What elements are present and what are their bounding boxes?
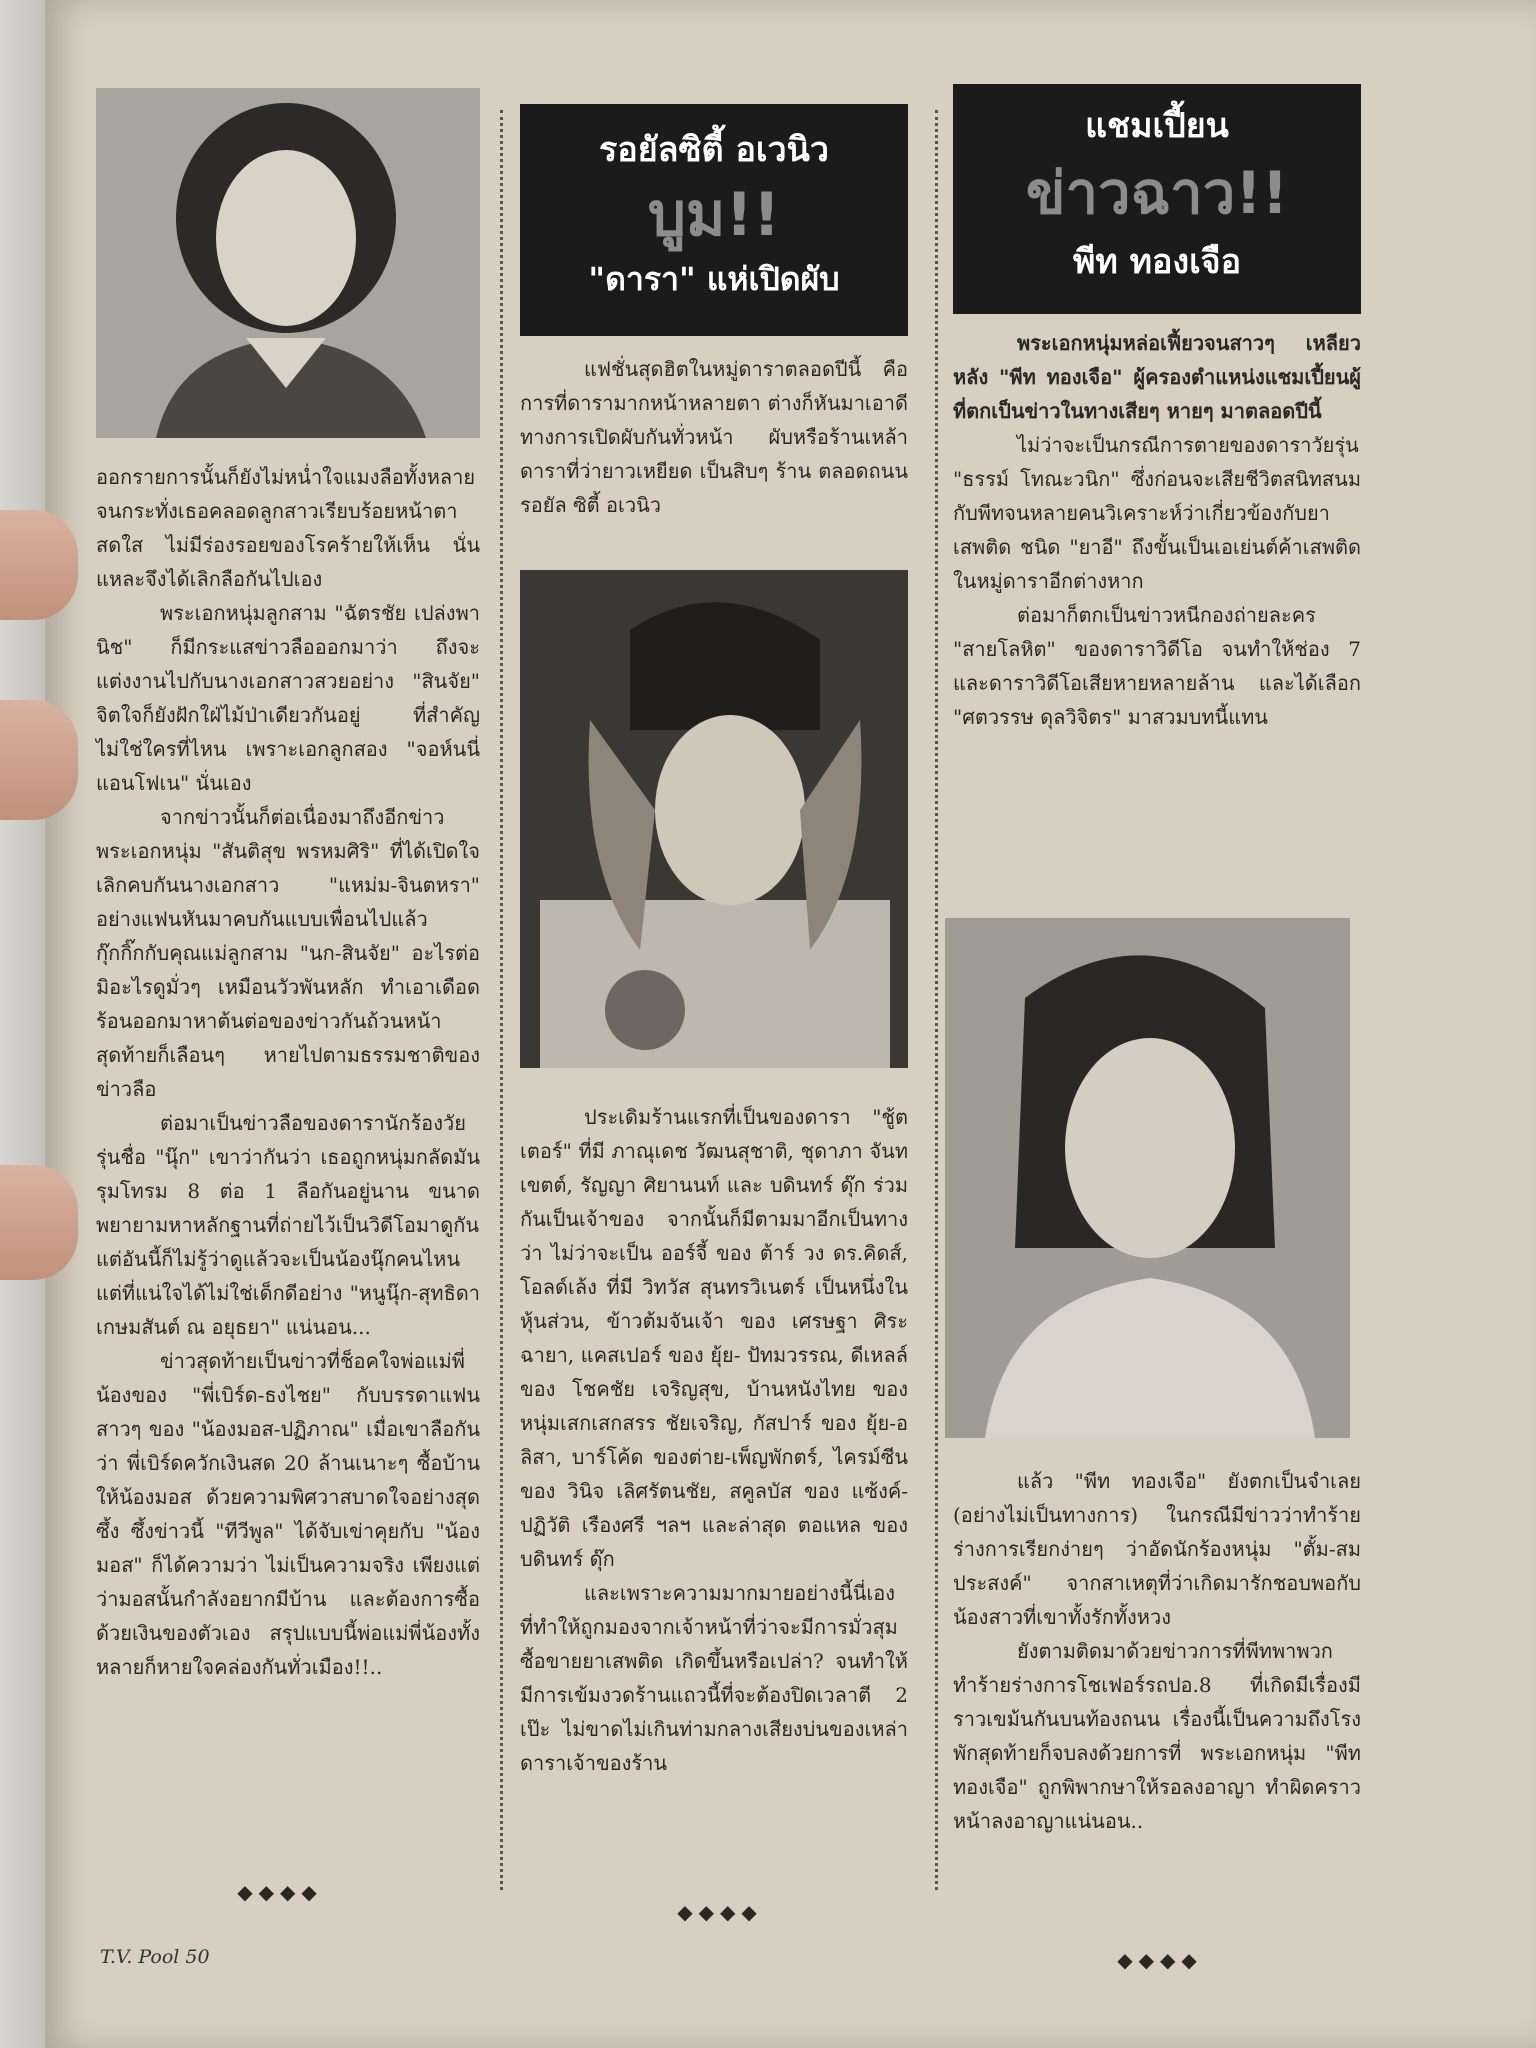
col2-paragraph: และเพราะความมากมายอย่างนี้นี่เองที่ทำให้ถูกมองจากเจ้าหน้าที่ว่าจะมีการมั่วสุม ซื้อขายยาเสพติด เกิดขึ้นหรือเปล่า? จนทำให้มีการเข้มงวดร้านแถวนี้ที่จะต้องปิดเวลาตี 2 เป๊ะ ไม่ขาดไม่เกินท่ามกลางเสียงบ่นของเหล่าดาราเจ้าของร้าน: [520, 1581, 908, 1775]
col3-paragraph: ต่อมาก็ตกเป็นข่าวหนีกองถ่ายละคร "สายโลหิต" ของดาราวิดีโอ จนทำให้ช่อง 7 และดาราวิดีโอเสียหายหลายล้าน และได้เลือก "ศตวรรษ ดุลวิจิตร" มาสวมบทนี้แทน: [953, 603, 1361, 729]
col3-end-marker: ◆◆◆◆: [1117, 1948, 1203, 1972]
col2-paragraph: ประเดิมร้านแรกที่เป็นของดารา "ชู้ตเตอร์" ที่มี ภาณุเดช วัฒนสุชาติ, ชุดาภา จันทเขตต์, รัญญา ศิยานนท์ และ บดินทร์ ดุ๊ก ร่วมกันเป็นเจ้าของ จากนั้นก็มีตามมาอีกเป็นทางว่า ไม่ว่าจะเป็น ออร์จี้ ของ ต้าร์ วง ดร.คิดส์, โอลด์เล้ง ที่มี วิทวัส สุนทรวิเนตร์ เป็นหนึ่งในหุ้นส่วน, ข้าวต้มจันเจ้า ของ เศรษฐา ศิระฉายา, แคสเปอร์ ของ ยุ้ย- ปัทมวรรณ, ดีเหลล์ ของ โชคชัย เจริญสุข, บ้านหนังไทย ของ หนุ่มเสกเสกสรร ชัยเจริญ, กัสปาร์ ของ ยุ้ย-อลิสา, บาร์โค้ด ของต่าย-เพ็ญพักตร์, ไครม์ซีน ของ วินิจ เลิศรัตนชัย, สคูลบัส ของ แซ้งค์-ปฏิวัติ เรืองศรี ฯลฯ และล่าสุด ตอแหล ของ บดินทร์ ดุ๊ก: [520, 1105, 908, 1571]
col3-headline-line: พีท ทองเจือ: [1072, 242, 1242, 282]
col2-headline-line: "ดารา" แห่เปิดผับ: [588, 260, 840, 298]
col1-end-marker: ◆◆◆◆: [237, 1880, 323, 1904]
col1-paragraph: ออกรายการนั้นก็ยังไม่หน่ำใจแมงลือทั้งหลาย จนกระทั่งเธอคลอดลูกสาวเรียบร้อยหน้าตาสดใส ไม่มีร่องรอยของโรคร้ายให้เห็น นั่นแหละจึงได้เลิกลือกันไปเอง: [96, 465, 480, 591]
column-divider: [500, 110, 503, 1890]
photo-pete-thongchua: [945, 918, 1350, 1438]
column-3-intro: [953, 326, 1361, 734]
col2-headline-line: รอยัลซิตี้ อเวนิว: [599, 130, 829, 170]
col3-paragraph: แล้ว "พีท ทองเจือ" ยังตกเป็นจำเลย (อย่างไม่เป็นทางการ) ในกรณีมีข่าวว่าทำร้ายร่างการเรียกง่ายๆ ว่าอัดนักร้องหนุ่ม "ตั้ม-สมประสงค์" จากสาเหตุที่ว่าเกิดมารักชอบพอกับน้องสาวที่เขาทั้งรักทั้งหวง: [953, 1469, 1361, 1629]
col3-headline: [953, 84, 1361, 314]
col3-headline-line: ข่าวฉาว!!: [1025, 159, 1289, 227]
col3-paragraph: พระเอกหนุ่มหล่อเฟี้ยวจนสาวๆ เหลียวหลัง "พีท ทองเจือ" ผู้ครองตำแหน่งแชมเปี้ยนผู้ที่ตกเป็นข่าวในทางเสียๆ หายๆ มาตลอดปีนี้: [953, 331, 1361, 423]
column-1-text: [96, 460, 480, 1684]
column-3-text: [953, 1464, 1361, 1838]
col1-paragraph: ข่าวสุดท้ายเป็นข่าวที่ช็อคใจพ่อแม่พี่น้องของ "พี่เบิร์ด-ธงไชย" กับบรรดาแฟนสาวๆ ของ "น้องมอส-ปฏิภาณ" เมื่อเขาลือกันว่า พี่เบิร์ดควักเงินสด 20 ล้านเนาะๆ ซื้อบ้านให้น้องมอส ด้วยความพิศวาสบาดใจอย่างสุดซึ้ง ซึ้งข่าวนี้ "ทีวีพูล" ได้จับเข่าคุยกับ "น้องมอส" ก็ได้ความว่า ไม่เป็นความจริง เพียงแต่ว่ามอสนั้นกำลังอยากมีบ้าน และต้องการซื้อด้วยเงินของตัวเอง สรุปแบบนี้พ่อแม่พี่น้องทั้งหลายก็หายใจคล่องกันทั่วเมือง!!..: [96, 1349, 480, 1679]
col2-headline: [520, 104, 908, 336]
col1-paragraph: พระเอกหนุ่มลูกสาม "ฉัตรชัย เปล่งพานิช" ก็มีกระแสข่าวลือออกมาว่า ถึงจะแต่งงานไปกับนางเอกสาวสวยอย่าง "สินจัย" จิตใจก็ยังฝักใฝ่ไม้ป่าเดียวกันอยู่ ที่สำคัญไม่ใช่ใครที่ไหน เพราะเอกลูกสอง "จอห์นนี่ แอนโฟเน" นั่นเอง: [96, 601, 480, 795]
col3-paragraph: ยังตามติดมาด้วยข่าวการที่พีทพาพวกทำร้ายร่างการโชเฟอร์รถปอ.8 ที่เกิดมีเรื่องมีราวเขม้นกันบนท้องถนน เรื่องนี้เป็นความถึงโรงพักสุดท้ายก็จบลงด้วยการที่ พระเอกหนุ่ม "พีท ทองเจือ" ถูกพิพากษาให้รอลงอาญา ทำผิดคราวหน้าลงอาญาแน่นอน..: [953, 1639, 1361, 1833]
col3-paragraph: ไม่ว่าจะเป็นกรณีการตายของดาราวัยรุ่น "ธรรม์ โทณะวนิก" ซึ่งก่อนจะเสียชีวิตสนิทสนมกับพีทจนหลายคนวิเคราะห์ว่าเกี่ยวข้องกับยาเสพติด ชนิด "ยาอี" ถึงขั้นเป็นเอเย่นต์ค้าเสพติดในหมู่ดาราอีกต่างหาก: [953, 433, 1361, 593]
column-2-text: [520, 1100, 908, 1780]
page-footer: T.V. Pool 50: [100, 1946, 210, 1968]
column-divider: [935, 110, 938, 1890]
col2-headline-line: บูม!!: [647, 180, 781, 250]
photo-actress-portrait: [96, 88, 480, 438]
col1-paragraph: จากข่าวนั้นก็ต่อเนื่องมาถึงอีกข่าว พระเอกหนุ่ม "สันติสุข พรหมศิริ" ที่ได้เปิดใจเลิกคบกันนางเอกสาว "แหม่ม-จินตหรา" อย่างแฟนหันมาคบกันแบบเพื่อนไปแล้ว กุ๊กกิ๊กกับคุณแม่ลูกสาม "นก-สินจัย" อะไรต่อมิอะไรดูมั่วๆ เหมือนวัวพันหลัก ทำเอาเดือดร้อนออกมาหาต้นต่อของข่าวกันถ้วนหน้า สุดท้ายก็เลือนๆ หายไปตามธรรมชาติของข่าวลือ: [96, 805, 480, 1101]
column-2-intro: [520, 352, 908, 522]
col2-end-marker: ◆◆◆◆: [677, 1900, 763, 1924]
finger: [0, 510, 78, 620]
col3-headline-line: แชมเปี้ยน: [1085, 106, 1229, 146]
col2-paragraph: แฟชั่นสุดฮิตในหมู่ดาราตลอดปีนี้ คือการที่ดารามากหน้าหลายตา ต่างก็หันมาเอาดีทางการเปิดผับกันทั่วหน้า ผับหรือร้านเหล้าดาราที่ว่ายาวเหยียด เป็นสิบๆ ร้าน ตลอดถนน รอยัล ซิตี้ อเวนิว: [520, 357, 908, 517]
col1-paragraph: ต่อมาเป็นข่าวลือของดารานักร้องวัยรุ่นชื่อ "นุ๊ก" เขาว่ากันว่า เธอถูกหนุ่มกลัดมันรุมโทรม 8 ต่อ 1 ลือกันอยู่นาน ขนาดพยายามหาหลักฐานที่ถ่ายไว้เป็นวิดีโอมาดูกัน แต่อันนี้ก็ไม่รู้ว่าดูแล้วจะเป็นน้องนุ๊กคนไหน แต่ที่แน่ใจได้ไม่ใช่เด็กดีอย่าง "หนูนุ๊ก-สุทธิดา เกษมสันต์ ณ อยุธยา" แน่นอน...: [96, 1111, 480, 1339]
photo-young-man-beanie: [520, 570, 908, 1068]
finger: [0, 1165, 78, 1280]
finger: [0, 700, 78, 820]
